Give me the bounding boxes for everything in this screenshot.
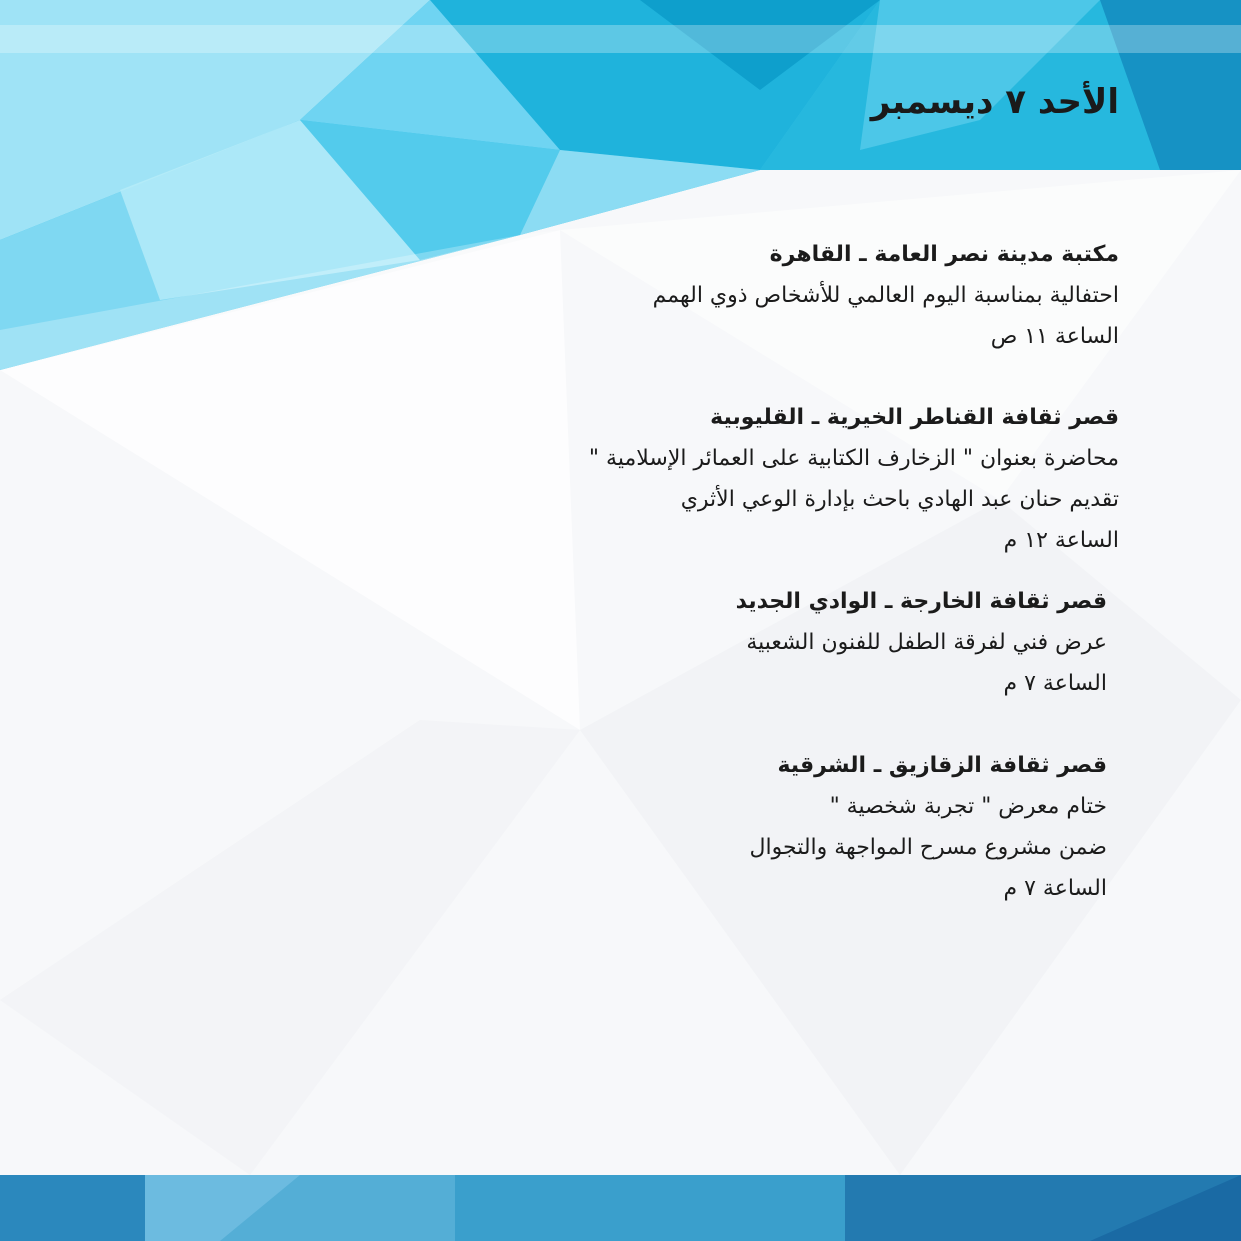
event-description: ختام معرض " تجربة شخصية " <box>829 794 1107 819</box>
event-description: احتفالية بمناسبة اليوم العالمي للأشخاص ذوي الهمم <box>652 283 1119 308</box>
event-block <box>589 397 1119 561</box>
event-time: الساعة ٧ م <box>1003 876 1107 901</box>
event-presenter: تقديم حنان عبد الهادي باحث بإدارة الوعي الأثري <box>680 487 1119 512</box>
event-block <box>750 745 1107 909</box>
event-time: الساعة ١٢ م <box>1003 528 1119 553</box>
event-venue: قصر ثقافة الزقازيق ـ الشرقية <box>777 753 1107 778</box>
event-description: عرض فني لفرقة الطفل للفنون الشعبية <box>746 630 1107 655</box>
event-block <box>653 234 1119 357</box>
event-venue: مكتبة مدينة نصر العامة ـ القاهرة <box>769 242 1119 267</box>
page-title: الأحد ٧ ديسمبر <box>870 82 1119 122</box>
event-venue: قصر ثقافة الخارجة ـ الوادي الجديد <box>735 589 1107 614</box>
event-project: ضمن مشروع مسرح المواجهة والتجوال <box>749 835 1107 860</box>
event-time: الساعة ٧ م <box>1003 671 1107 696</box>
event-time: الساعة ١١ ص <box>990 324 1119 349</box>
event-description: محاضرة بعنوان " الزخارف الكتابية على العمائر الإسلامية " <box>588 446 1119 471</box>
event-block <box>736 581 1107 704</box>
event-venue: قصر ثقافة القناطر الخيرية ـ القليوبية <box>710 405 1119 430</box>
